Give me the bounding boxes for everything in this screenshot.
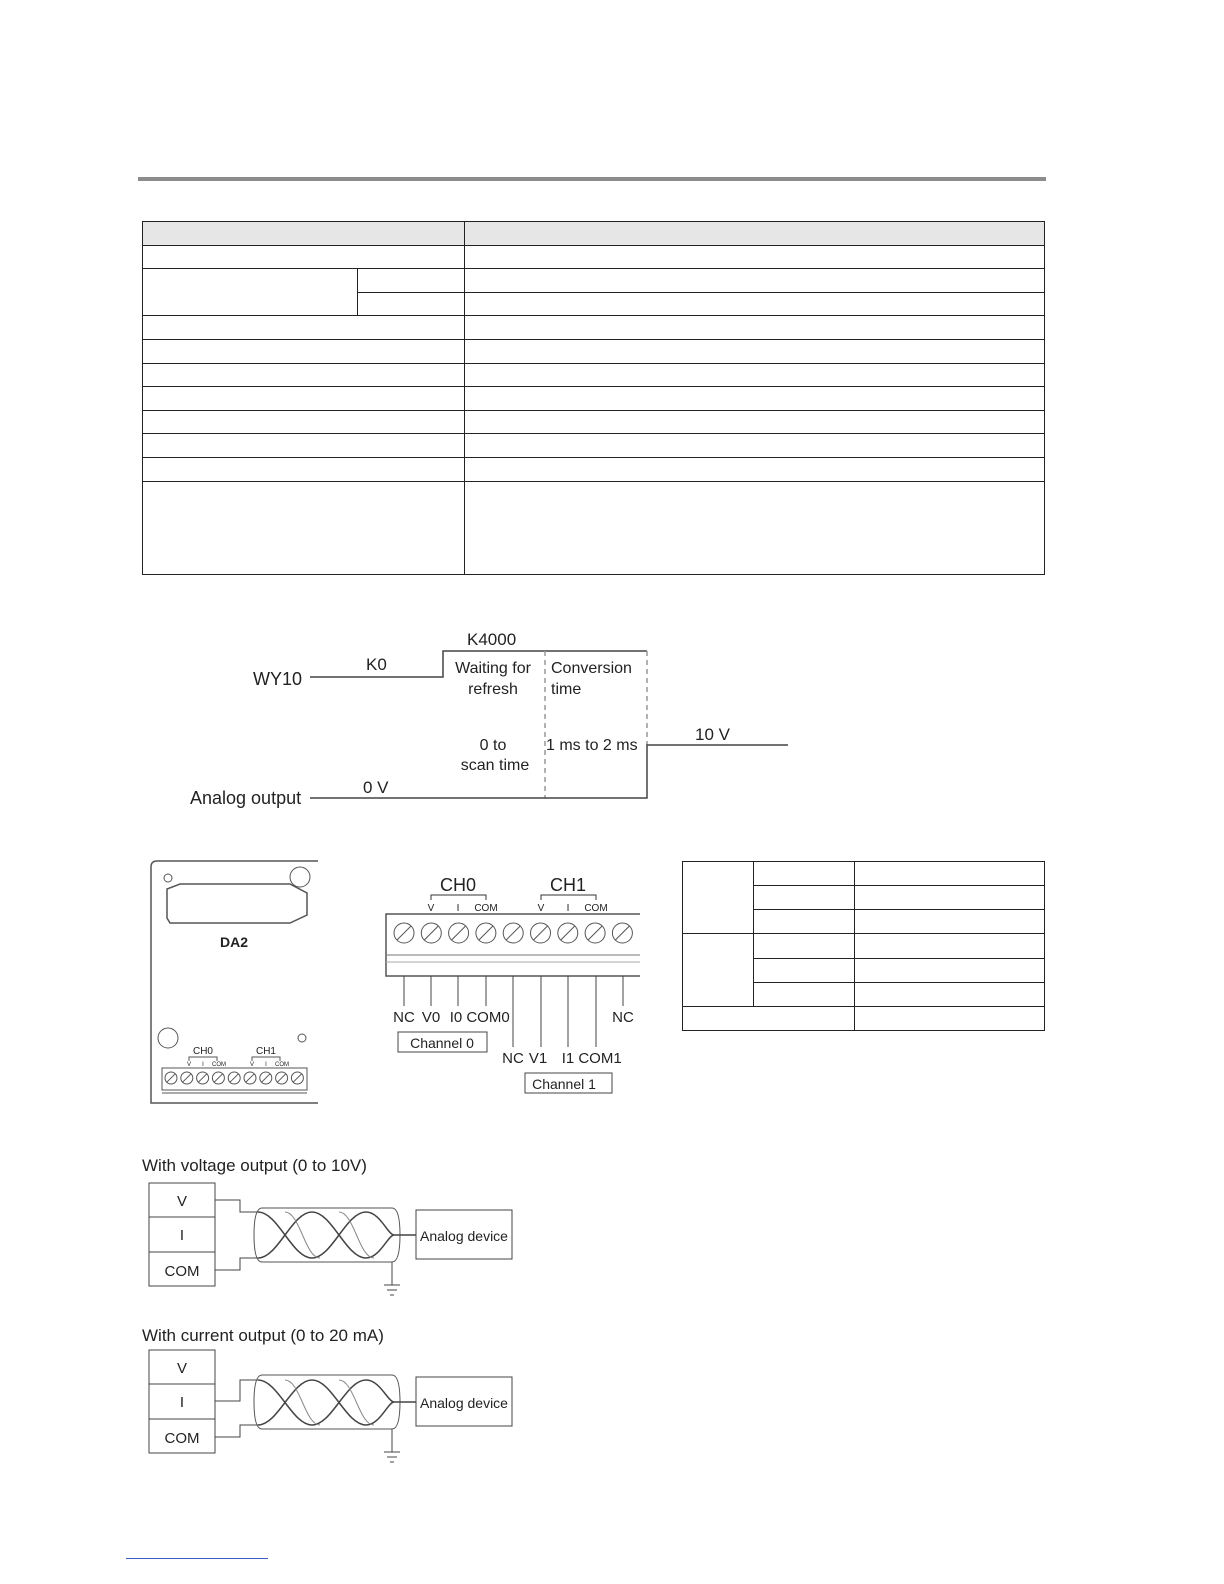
- specifications-table: [142, 221, 1045, 575]
- ch1-label: CH1: [549, 875, 587, 895]
- current-wiring-diagram: [138, 1320, 518, 1470]
- pin-nc-left: NC: [393, 1009, 415, 1026]
- screw-slot: [397, 926, 411, 940]
- board-ch1-label: CH1: [255, 1046, 277, 1057]
- screw-slot: [230, 1074, 238, 1082]
- table-row: [143, 339, 1045, 363]
- conversion-label: Conversion: [551, 660, 632, 677]
- scan-time-label: scan time: [460, 757, 530, 774]
- connector-outline: [167, 884, 307, 923]
- screw-slot: [198, 1074, 206, 1082]
- terminal-com: COM: [164, 1263, 200, 1280]
- board-terminal-block: [162, 1068, 307, 1090]
- time-label: time: [551, 681, 582, 698]
- table-row: [143, 245, 1045, 269]
- board-screws: [165, 1072, 303, 1084]
- screw-slot: [615, 926, 629, 940]
- pin-v1: V1: [528, 1050, 548, 1067]
- table-row: [143, 434, 1045, 458]
- voltage-wiring-diagram: [138, 1150, 518, 1300]
- mounting-hole: [290, 867, 310, 887]
- initial-value-label: K0: [366, 655, 387, 674]
- screw-slot: [277, 1074, 285, 1082]
- refresh-label: refresh: [468, 681, 518, 698]
- terminal-com: COM: [164, 1430, 200, 1447]
- screw-slot: [246, 1074, 254, 1082]
- board-ch0-label: CH0: [192, 1046, 214, 1057]
- pin-i0: I0: [449, 1009, 463, 1026]
- screw-slot: [262, 1074, 270, 1082]
- screw-slot: [506, 926, 520, 940]
- terminal-v: V: [176, 1360, 188, 1377]
- conversion-timing-chart: [180, 620, 800, 820]
- mounting-hole: [158, 1028, 178, 1048]
- analog-device-label: Analog device: [420, 1395, 508, 1411]
- pin-v0: V0: [421, 1009, 441, 1026]
- terminal-v: V: [176, 1193, 188, 1210]
- svg-text:COM: COM: [212, 1062, 226, 1068]
- screw-slot: [561, 926, 575, 940]
- terminal-assignment-table: [682, 861, 1045, 1031]
- svg-text:COM: COM: [474, 903, 498, 914]
- table-row: [143, 457, 1045, 481]
- screw-slot: [588, 926, 602, 940]
- screw-slot: [479, 926, 493, 940]
- shield-outline: [254, 1375, 400, 1429]
- svg-text:COM: COM: [275, 1062, 289, 1068]
- signal-label: WY10: [253, 669, 303, 689]
- terminal-screws: [394, 923, 632, 943]
- pin-com0: COM0: [466, 1009, 510, 1026]
- screw-slot: [424, 926, 438, 940]
- output-initial-label: 0 V: [363, 778, 389, 797]
- svg-text:I: I: [202, 1062, 204, 1068]
- screw-slot: [452, 926, 466, 940]
- waiting-label: Waiting for: [455, 660, 531, 677]
- svg-text:I: I: [566, 903, 570, 914]
- svg-text:V: V: [427, 903, 435, 914]
- table-row: [143, 410, 1045, 434]
- pin-nc-right: NC: [612, 1009, 634, 1026]
- da2-board-drawing: [148, 858, 322, 1106]
- svg-text:V: V: [186, 1062, 192, 1068]
- set-value-label: K4000: [467, 630, 517, 649]
- section-header-rule: [138, 177, 1046, 181]
- table-row: [143, 316, 1045, 340]
- screw-slot: [167, 1074, 175, 1082]
- table-row: [143, 269, 1045, 293]
- voltage-wiring-title: With voltage output (0 to 10V): [142, 1156, 367, 1175]
- pin-i1: I1: [561, 1050, 575, 1067]
- model-label: DA2: [219, 934, 249, 950]
- svg-text:COM: COM: [584, 903, 608, 914]
- screw-slot: [214, 1074, 222, 1082]
- ch0-label: CH0: [439, 875, 477, 895]
- footer-link-underline: [126, 1558, 268, 1559]
- table-header-row: [143, 222, 1045, 246]
- table-row: [683, 862, 1045, 886]
- terminal-i: I: [179, 1227, 185, 1244]
- terminal-block-diagram: [380, 868, 646, 1096]
- conversion-time-value: 1 ms to 2 ms: [546, 737, 638, 754]
- channel1-label: Channel 1: [532, 1076, 596, 1092]
- analog-device-label: Analog device: [420, 1228, 508, 1244]
- table-row: [143, 363, 1045, 387]
- svg-text:I: I: [456, 903, 460, 914]
- screw-slot: [293, 1074, 301, 1082]
- pin-com1: COM1: [578, 1050, 622, 1067]
- pin-nc-mid: NC: [502, 1050, 524, 1067]
- table-row: [683, 1006, 1045, 1030]
- screw-slot: [534, 926, 548, 940]
- screw-slot: [183, 1074, 191, 1082]
- terminal-i: I: [179, 1394, 185, 1411]
- channel0-label: Channel 0: [410, 1035, 474, 1051]
- mounting-hole: [164, 874, 172, 882]
- table-row: [683, 934, 1045, 958]
- output-final-label: 10 V: [695, 725, 730, 744]
- table-row: [143, 481, 1045, 574]
- svg-text:I: I: [265, 1062, 267, 1068]
- mounting-hole: [298, 1034, 306, 1042]
- svg-text:V: V: [537, 903, 545, 914]
- table-row: [143, 387, 1045, 411]
- analog-output-label: Analog output: [190, 788, 302, 808]
- shield-outline: [254, 1208, 400, 1262]
- current-wiring-title: With current output (0 to 20 mA): [142, 1326, 384, 1345]
- scan-range-label: 0 to: [479, 737, 507, 754]
- svg-text:V: V: [249, 1062, 255, 1068]
